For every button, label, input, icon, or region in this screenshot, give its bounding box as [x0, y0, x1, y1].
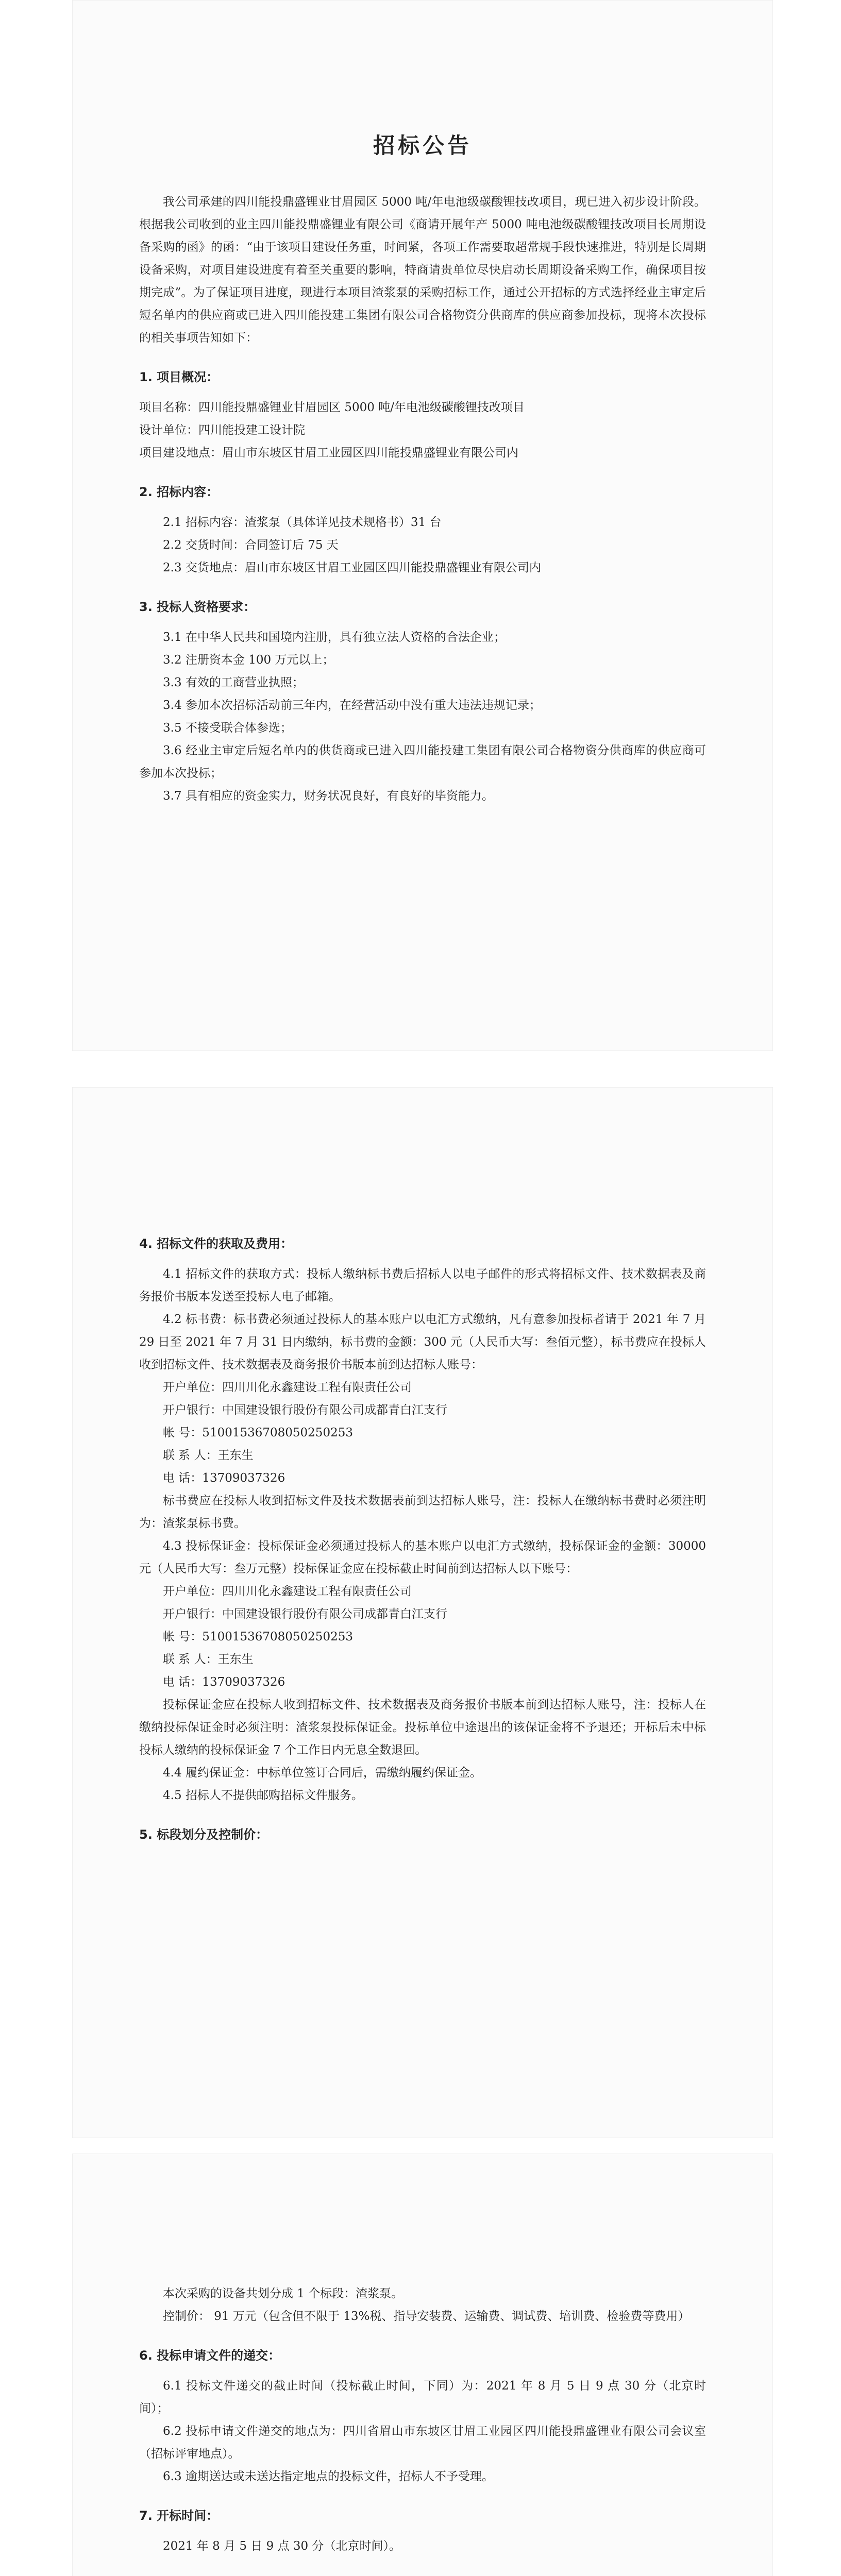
- bond-note: 投标保证金应在投标人收到招标文件、技术数据表及商务报价书版本前到达招标人账号，注：投标人在缴纳投标保证金时必须注明：渣浆泵投标保证金。投标单位中途退出的该保证金将不予退还；开标后未中标投标人缴纳的投标保证金 7 个工作日内无息全数退回。: [139, 1698, 706, 1757]
- no-mail-service: 4.5 招标人不提供邮购招标文件服务。: [163, 1789, 363, 1802]
- requirement-item: 3.2 注册资本金 100 万元以上；: [163, 653, 334, 667]
- lot-division: 本次采购的设备共划分成 1 个标段：渣浆泵。: [163, 2287, 403, 2300]
- page-title: 招标公告: [373, 133, 472, 158]
- bid-doc-fee: 4.2 标书费：标书费必须通过投标人的基本账户以电汇方式缴纳，凡有意参加投标者请于 2021 年 7 月 29 日至 2021 年 7 月 31 日内缴纳，标书费的金额：300 元（人民币大写：叁佰元整），标书费应在投标人收到招标文件、技术数据表及商务报价书版本前到达招标人账号：: [139, 1313, 706, 1371]
- bank-phone: 电 话：13709037326: [163, 1675, 285, 1689]
- bank-account: 帐 号：51001536708050250253: [163, 1630, 353, 1643]
- project-name: 项目名称：四川能投鼎盛锂业甘眉园区 5000 吨/年电池级碳酸锂技改项目: [139, 401, 525, 414]
- project-location: 项目建设地点：眉山市东坡区甘眉工业园区四川能投鼎盛锂业有限公司内: [139, 446, 518, 460]
- intro-paragraph: 我公司承建的四川能投鼎盛锂业甘眉园区 5000 吨/年电池级碳酸锂技改项目，现已进入初步设计阶段。根据我公司收到的业主四川能投鼎盛锂业有限公司《商请开展年产 5000 吨电池级碳酸锂技改项目长周期设备采购的函》的函：“由于该项目建设任务重，时间紧，各项工作需要取超常规手段快速推进，特别是长周期设备采购，对项目建设进度有着至关重要的影响，特商请贵单位尽快启动长周期设备采购工作，确保项目按期完成”。为了保证项目进度，现进行本项目渣浆泵的采购招标工作，通过公开招标的方式选择经业主审定后短名单内的供应商或已进入四川能投建工集团有限公司合格物资分供商库的供应商参加投标，现将本次投标的相关事项告知如下：: [139, 195, 706, 345]
- page-1: [72, 0, 773, 1051]
- bank-account: 帐 号：51001536708050250253: [163, 1426, 353, 1439]
- page-3: [72, 2154, 773, 2576]
- requirement-item: 3.4 参加本次招标活动前三年内，在经营活动中没有重大违法违规记录；: [163, 699, 541, 712]
- bank-contact: 联 系 人：王东生: [163, 1653, 254, 1666]
- section-4-heading: 4. 招标文件的获取及费用：: [139, 1236, 293, 1251]
- bank-name: 开户银行：中国建设银行股份有限公司成都青白江支行: [163, 1607, 447, 1621]
- tender-content: 2.1 招标内容：渣浆泵（具体详见技术规格书）31 台: [163, 516, 442, 529]
- submission-location: 6.2 投标申请文件递交的地点为：四川省眉山市东坡区甘眉工业园区四川能投鼎盛锂业有限公司会议室（招标评审地点）。: [139, 2425, 706, 2461]
- doc-acquisition: 4.1 招标文件的获取方式：投标人缴纳标书费后招标人以电子邮件的形式将招标文件、技术数据表及商务报价书版本发送至投标人电子邮箱。: [139, 1267, 706, 1303]
- requirement-item: 3.7 具有相应的资金实力，财务状况良好，有良好的毕资能力。: [163, 789, 494, 803]
- section-5-heading: 5. 标段划分及控制价：: [139, 1827, 268, 1842]
- delivery-location: 2.3 交货地点：眉山市东坡区甘眉工业园区四川能投鼎盛锂业有限公司内: [163, 561, 541, 574]
- section-2-heading: 2. 招标内容：: [139, 485, 219, 499]
- submission-deadline: 6.1 投标文件递交的截止时间（投标截止时间，下同）为：2021 年 8 月 5 日 9 点 30 分（北京时间）；: [139, 2379, 706, 2415]
- bank-open-unit: 开户单位：四川川化永鑫建设工程有限责任公司: [163, 1381, 412, 1394]
- bid-bond: 4.3 投标保证金：投标保证金必须通过投标人的基本账户以电汇方式缴纳，投标保证金的金额：30000 元（人民币大写：叁万元整）投标保证金应在投标截止时间前到达招标人以下账号：: [139, 1539, 706, 1575]
- delivery-time: 2.2 交货时间：合同签订后 75 天: [163, 538, 339, 552]
- section-7-heading: 7. 开标时间：: [139, 2509, 219, 2523]
- requirement-item: 3.5 不接受联合体参选；: [163, 721, 292, 735]
- requirement-item: 3.3 有效的工商营业执照；: [163, 676, 304, 689]
- bank-name: 开户银行：中国建设银行股份有限公司成都青白江支行: [163, 1403, 447, 1417]
- fee-note: 标书费应在投标人收到招标文件及技术数据表前到达招标人账号，注：投标人在缴纳标书费时必须注明为：渣浆泵标书费。: [139, 1494, 706, 1530]
- control-price: 控制价： 91 万元（包含但不限于 13%税、指导安装费、运输费、调试费、培训费、检验费等费用）: [163, 2310, 690, 2323]
- requirement-item: 3.1 在中华人民共和国境内注册，具有独立法人资格的合法企业；: [163, 631, 506, 644]
- opening-time: 2021 年 8 月 5 日 9 点 30 分（北京时间）。: [163, 2539, 401, 2553]
- bank-contact: 联 系 人：王东生: [163, 1449, 254, 1462]
- section-1-heading: 1. 项目概况：: [139, 370, 219, 384]
- requirement-item: 3.6 经业主审定后短名单内的供货商或已进入四川能投建工集团有限公司合格物资分供商库的供应商可参加本次投标；: [139, 744, 706, 780]
- performance-bond: 4.4 履约保证金：中标单位签订合同后，需缴纳履约保证金。: [163, 1766, 482, 1780]
- bank-open-unit: 开户单位：四川川化永鑫建设工程有限责任公司: [163, 1585, 412, 1598]
- section-3-heading: 3. 投标人资格要求：: [139, 600, 256, 614]
- bank-phone: 电 话：13709037326: [163, 1471, 285, 1485]
- late-submission: 6.3 逾期送达或未送达指定地点的投标文件，招标人不予受理。: [163, 2470, 494, 2483]
- section-6-heading: 6. 投标申请文件的递交：: [139, 2348, 281, 2363]
- page-2: [72, 1087, 773, 2138]
- design-unit: 设计单位：四川能投建工设计院: [139, 423, 305, 437]
